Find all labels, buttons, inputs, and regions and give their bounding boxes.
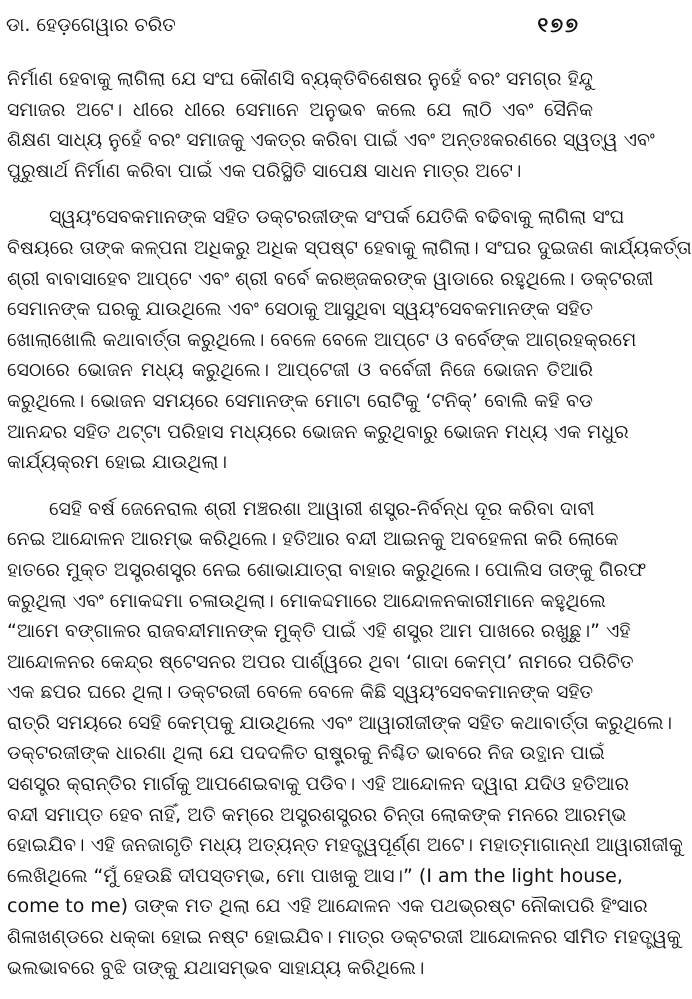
text-line: ଆନନ୍ଦର ସହିତ ଥଟ୍ଟା ପରିହାସ ମଧ୍ୟରେ ଭୋଜନ କରୁଥିବାରୁ ଭୋଜନ ମଧ୍ୟ ଏକ ମଧୁର <box>7 420 629 443</box>
paragraph <box>7 64 655 186</box>
text-line: ସଶସ୍ତ୍ର କ୍ରାନ୍ତିର ମାର୍ଗକୁ ଆପଣେଇବାକୁ ପଡିବ। ଏହି ଆନ୍ଦୋଳନ ଦ୍ୱାରା ଯଦିଓ ହତିଆର <box>7 773 630 796</box>
text-line: ସେହି ବର୍ଷ ଜେନେରାଲ ଶ୍ରୀ ମଞ୍ଚରଶା ଆୱାରୀ ଶସ୍ତ୍ର-ନିର୍ବନ୍ଧ ଦୂର କରିବା ଦାବୀ <box>49 497 595 520</box>
text-line: ଶିଳାଖଣ୍ଡରେ ଧକ୍କା ହୋଇ ନଷ୍ଟ ହୋଇଯିବ। ମାତ୍ର ଡକ୍ଟରଜୀ ଆନ୍ଦୋଳନର ସୀମିତ ମହତ୍ତ୍ୱକୁ <box>7 926 681 949</box>
text-line: ଏକ ଛପର ଘରେ ଥିଲା। ଡକ୍ଟରଜୀ ବେଳେ ବେଳେ କିଛି ସ୍ୱୟଂସେବକମାନଙ୍କ ସହିତ <box>7 681 593 704</box>
text-line: ବିଷୟରେ ତାଙ୍କ କଳ୍ପନା ଅଧିକରୁ ଅଧିକ ସ୍ପଷ୍ଟ ହେବାକୁ ଲାଗିଲା। ସଂଘର ଦୁଇଜଣ କାର୍ଯ୍ୟକର୍ତ୍ତା <box>7 236 692 259</box>
text-line: ପୁରୁଷାର୍ଥ ନିର୍ମାଣ କରିବା ପାଇଁ ଏକ ପରିସ୍ଥିତି ସାପେକ୍ଷ ସାଧନ ମାତ୍ର ଅଟେ। <box>7 159 522 182</box>
text-line: ଡକ୍ଟରଜୀଙ୍କ ଧାରଣା ଥିଲା ଯେ ପଦଦଳିତ ରାଷ୍ଟ୍ରକୁ ନିଶ୍ଚିତ ଭାବରେ ନିଜ ଉତ୍ଥାନ ପାଇଁ <box>7 742 605 765</box>
text-line: ଶିକ୍ଷଣ ସାଧ୍ୟ ନୁହେଁ ବରଂ ସମାଜକୁ ଏକତ୍ର କରିବା ପାଇଁ ଏବଂ ଅନ୍ତଃକରଣରେ ସ୍ୱତ୍ୱ ଏବଂ <box>7 129 655 152</box>
text-line: ଆନ୍ଦୋଳନର କେନ୍ଦ୍ର ଷ୍ଟେସନର ଅପର ପାର୍ଶ୍ୱରେ ଥିବା ‘ଗାଦା କେମ୍ପ’ ନାମରେ ପରିଚିତ <box>7 650 634 673</box>
text-line: “ଆମେ ବଙ୍ଗାଳର ରାଜବନ୍ଦୀମାନଙ୍କ ମୁକ୍ତି ପାଇଁ ଏହି ଶସ୍ତ୍ର ଆମ ପାଖରେ ରଖୁଛୁ।” ଏହି <box>7 620 631 643</box>
text-line: ନିର୍ମାଣ ହେବାକୁ ଲାଗିଲା ଯେ ସଂଘ କୌଣସି ବ୍ୟକ୍ତିବିଶେଷର ନୁହେଁ ବରଂ ସମଗ୍ର ହିନ୍ଦୁ <box>7 68 593 90</box>
page-header <box>6 10 580 40</box>
text-line: ଖୋଲାଖୋଲି କଥାବାର୍ତ୍ତା କରୁଥିଲେ। ବେଳେ ବେଳେ ଆପ୍ଟେ ଓ ବର୍ବେଙ୍କ ଆଗ୍ରହକ୍ରମେ <box>7 328 637 351</box>
text-line: କରୁଥିଲା ଏବଂ ମୋକଦ୍ଦମା ଚଳାଉଥିଲା। ମୋକଦ୍ଦମାରେ ଆନ୍ଦୋଳନକାରୀମାନେ କହୁଥିଲେ <box>7 589 606 612</box>
text-line: ଭଲଭାବରେ ବୁଝି ତାଙ୍କୁ ଯଥାସମ୍ଭବ ସାହାଯ୍ୟ କରିଥିଲେ। <box>7 956 425 979</box>
paragraph <box>7 494 683 984</box>
text-line: ଲେଖିଥିଲେ “ମୁଁ ହେଉଛି ଦୀପସ୍ତମ୍ଭ, ମୋ ପାଖକୁ ଆସ।” (I am the light house, <box>7 864 623 887</box>
text-line: ହାତରେ ମୁକ୍ତ ଅସ୍ତ୍ରଶସ୍ତ୍ର ନେଇ ଶୋଭାଯାତ୍ରା ବାହାର କରୁଥିଲେ। ପୋଲିସ ତାଙ୍କୁ ଗିରଫ <box>7 558 647 581</box>
text-line: ସମାଜର ଅଟେ। ଧୀରେ ଧୀରେ ସେମାନେ ଅନୁଭବ କଲେ ଯେ ଲାଠି ଏବଂ ସୈନିକ <box>7 98 593 121</box>
text-line: ସେଠାରେ ଭୋଜନ ମଧ୍ୟ କରୁଥିଲେ। ଆପ୍ଟେଜୀ ଓ ବର୍ବେଜୀ ନିଜେ ଭୋଜନ ତିଆରି <box>7 359 593 382</box>
text-line: କରୁଥିଲେ। ଭୋଜନ ସମୟରେ ସେମାନଙ୍କ ମୋଟା ରୋଟିକୁ ‘ଟନିକ୍’ ବୋଲି କହି ବଡ <box>7 389 593 412</box>
text-line: ଶ୍ରୀ ବାବାସାହେବ ଆପ୍ଟେ ଏବଂ ଶ୍ରୀ ବର୍ବେ କରଞ୍ଜକରଙ୍କ ୱାଡାରେ ରହୁଥିଲେ। ଡକ୍ଟରଜୀ <box>7 267 654 290</box>
text-line: କାର୍ଯ୍ୟକ୍ରମ ହୋଇ ଯାଉଥିଲା। <box>7 451 228 474</box>
text-line: ନେଇ ଆନ୍ଦୋଳନ ଆରମ୍ଭ କରିଥିଲେ। ହତିଆର ବନ୍ଦୀ ଆଇନକୁ ଅବହେଳନା କରି ଲୋକେ <box>7 528 619 551</box>
text-line: ସ୍ୱୟଂସେବକମାନଙ୍କ ସହିତ ଡକ୍ଟରଜୀଙ୍କ ସଂପର୍କ ଯେତିକି ବଢିବାକୁ ଲାଗିଲା ସଂଘ <box>49 206 625 229</box>
text-line: ହୋଇଯିବ। ଏହି ଜନଜାଗୃତି ମଧ୍ୟ ଅତ୍ୟନ୍ତ ମହତ୍ତ୍ୱପୂର୍ଣ୍ଣ ଅଟେ। ମହାତ୍ମାଗାନ୍ଧୀ ଆୱାରୀଜୀକୁ <box>7 834 683 857</box>
running-title: ଡା. ହେଡ଼ଗେୱାର ଚରିତ <box>6 14 176 36</box>
paragraph <box>7 202 692 477</box>
text-line: ବନ୍ଦୀ ସମାପ୍ତ ହେବ ନାହିଁ, ଅତି କମ୍‌ରେ ଅସ୍ତ୍ରଶସ୍ତ୍ରର ଚିନ୍ତା ଲୋକଙ୍କ ମନରେ ଆରମ୍ଭ <box>7 803 627 826</box>
text-line: come to me) ତାଙ୍କ ମତ ଥିଲା ଯେ ଏହି ଆନ୍ଦୋଳନ ଏକ ପଥଭ୍ରଷ୍ଟ ନୌକାପରି ହିଂସାର <box>7 895 648 918</box>
body-text <box>7 64 692 999</box>
text-line: ସେମାନଙ୍କ ଘରକୁ ଯାଉଥିଲେ ଏବଂ ସେଠାକୁ ଆସୁଥିବା ସ୍ୱୟଂସେବକମାନଙ୍କ ସହିତ <box>7 298 593 321</box>
page-number: ୧୭୭ <box>537 12 580 37</box>
text-line: ରାତ୍ରି ସମୟରେ ସେହି କେମ୍ପକୁ ଯାଉଥିଲେ ଏବଂ ଆୱାରୀଜୀଙ୍କ ସହିତ କଥାବାର୍ତ୍ତା କରୁଥିଲେ। <box>7 711 673 734</box>
